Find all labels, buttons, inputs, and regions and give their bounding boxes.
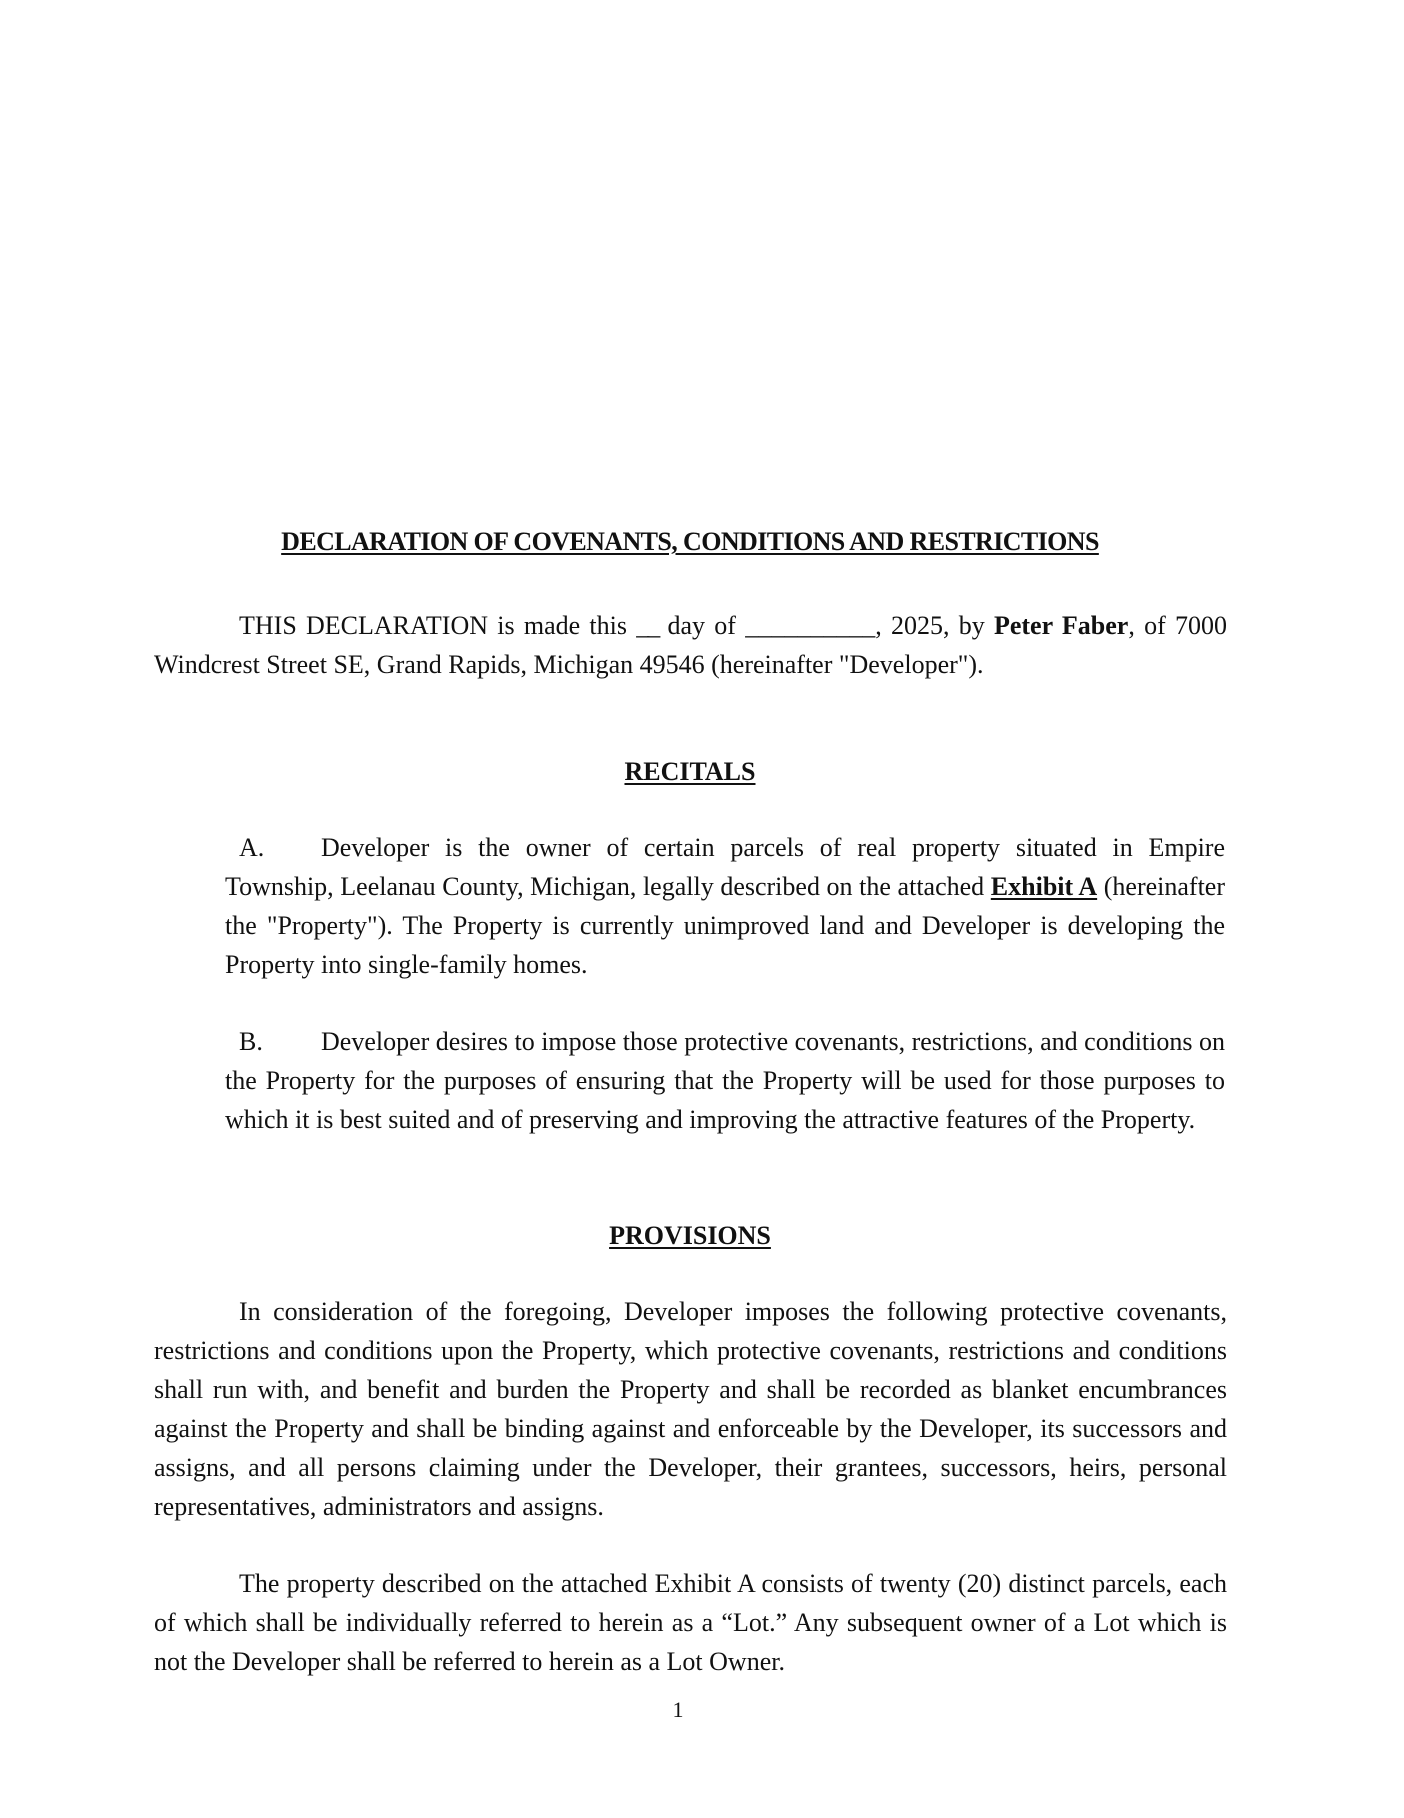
document-title: DECLARATION OF COVENANTS, CONDITIONS AND RESTRICTIONS — [281, 527, 1099, 556]
recitals-heading: RECITALS — [624, 757, 756, 786]
recital-a-text-before: Developer is the owner of certain parcels of real property situated in Empire Township, Leelanau County, Michigan, legally described on the attached — [225, 833, 1225, 901]
recital-a — [225, 828, 1225, 984]
provisions-heading: PROVISIONS — [609, 1221, 771, 1250]
recital-b-letter: B. — [239, 1027, 263, 1056]
recital-b — [225, 1022, 1225, 1139]
recital-b-text: Developer desires to impose those protective covenants, restrictions, and conditions on the Property for the purposes of ensuring that the Property will be used for those purposes to which it is best suited and of preserving and improving the attractive features of the Property. — [225, 1027, 1225, 1134]
recital-a-letter: A. — [239, 833, 265, 862]
intro-paragraph — [154, 606, 1227, 684]
month-blank: __________ — [745, 611, 876, 640]
provisions-paragraph-2: The property described on the attached Exhibit A consists of twenty (20) distinct parcels, each of which shall be individually referred to herein as a “Lot.” Any subsequent owner of a Lot which is not the Developer shall be referred to herein as a Lot Owner. — [154, 1569, 1227, 1676]
intro-lead: THIS DECLARATION is made this — [239, 611, 637, 640]
intro-year: , 2025, by — [875, 611, 994, 640]
intro-mid: day of — [658, 611, 746, 640]
recital-a-text-after: (hereinafter the "Property"). The Property is currently unimproved land and Developer is developing the Property into single-family homes. — [225, 872, 1226, 979]
exhibit-a-reference: Exhibit A — [990, 872, 1098, 901]
intro-rest: , of 7000 Windcrest Street SE, Grand Rapids, Michigan 49546 (hereinafter "Developer"). — [154, 611, 1227, 679]
provisions-paragraph-1: In consideration of the foregoing, Developer imposes the following protective covenants, restrictions and conditions upon the Property, which protective covenants, restrictions and conditions shall run with, and benefit and burden the Property and shall be recorded as blanket encumbrances against the Property and shall be binding against and enforceable by the Developer, its successors and assigns, and all persons claiming under the Developer, their grantees, successors, heirs, personal representatives, administrators and assigns. — [154, 1297, 1227, 1521]
day-blank: __ — [636, 611, 659, 640]
party-name: Peter Faber — [993, 611, 1129, 640]
page-number: 1 — [672, 1697, 684, 1722]
